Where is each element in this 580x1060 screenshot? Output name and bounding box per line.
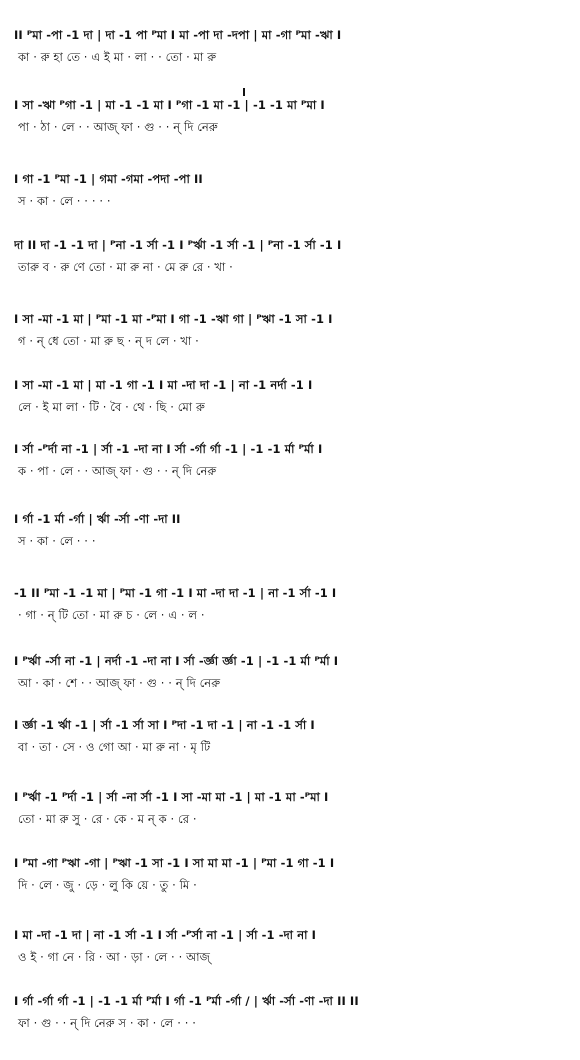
notation-row-11 [14, 714, 566, 758]
notation-lyrics: দি · লে · জু · ড়ে · লু কি য়ে · তু · মি · [18, 878, 197, 892]
notation-notes: I মা -দা -1 দা | না -1 র্সা -1 I র্সা -ᴾর্সা না -1 | র্সা -1 -দা না I [14, 928, 316, 942]
notation-row-8 [14, 508, 566, 552]
notation-lyrics: আ · কা · শে · · আজ্ ফা · গু · · ন্ দি নেরু [18, 676, 221, 690]
notation-row-12 [14, 786, 566, 830]
notation-lyrics: বা · তা · সে · ও গো আ · মা রু না · মৃ টি [18, 740, 211, 754]
notation-notes: II ᴾমা -পা -1 দা | দা -1 পা ᴾমা I মা -পা দা -দপা | মা -গা ᴾমা -ঋা I [14, 28, 342, 42]
notation-row-2 [14, 94, 566, 138]
notation-lyrics: লে · ই মা লা · টি · বৈ · থে · ছি · মো রু [18, 400, 205, 414]
notation-notes: I র্সা -ᴾর্দা না -1 | র্সা -1 -দা না I র্সা -র্গা র্গা -1 | -1 -1 র্মা ᴾর্মা I [14, 442, 323, 456]
notation-notes: I র্জ্ঞা -1 র্ঋা -1 | র্সা -1 র্সা সা I ᴾদা -1 দা -1 | না -1 -1 র্সা I [14, 718, 315, 732]
notation-lyrics: পা · ঠা · লে · · আজ্ ফা · গু · · ন্ দি নেরু [18, 120, 218, 134]
notation-lyrics: স · কা · লে · · · [18, 534, 96, 548]
notation-notes: I সা -মা -1 মা | মা -1 গা -1 I মা -দা দা -1 | না -1 নর্দা -1 I [14, 378, 313, 392]
notation-lyrics: গ · ন্ ধে তো · মা রু ছ · ন্ দ লে · খা · [18, 334, 199, 348]
notation-lyrics: ও ই · গা নে · রি · আ · ড়া · লে · · আজ্ [18, 950, 210, 964]
notation-row-14 [14, 924, 566, 968]
notation-lyrics: কা · রু হা তে · এ ই মা · লা · · তো · মা রু [18, 50, 217, 64]
notation-row-3 [14, 168, 566, 212]
notation-notes: দা II দা -1 -1 দা | ᴾনা -1 র্সা -1 I ᴾর্ঋা -1 র্সা -1 | ᴾনা -1 র্সা -1 I [14, 238, 342, 252]
notation-lyrics: ফা · গু · · ন্ দি নেরু স · কা · লে · · · [18, 1016, 196, 1030]
notation-notes: I সা -মা -1 মা | ᴾমা -1 মা -ᴾমা I গা -1 -ঋা গা | ᴾঋা -1 সা -1 I [14, 312, 333, 326]
notation-notes: I সা -ঋা ᴾগা -1 | মা -1 -1 মা I ᴾগা -1 মা -1 | -1 -1 মা ᴾমা I [14, 98, 325, 112]
notation-lyrics: তারু ব · রু ণে তো · মা রু না · মে রু রে · খা · [18, 260, 233, 274]
notation-row-6 [14, 374, 566, 418]
notation-notes: I র্গা -র্গা র্গা -1 | -1 -1 র্মা ᴾর্মা I র্গা -1 ᴾর্মা -র্গা / | র্ঋা -র্সা -ণা -দা II II [14, 994, 359, 1008]
notation-notes: I ᴾমা -গা ᴾঋা -গা | ᴾঋা -1 সা -1 I সা মা মা -1 | ᴾমা -1 গা -1 I [14, 856, 335, 870]
notation-notes: I ᴾর্ঋা -র্সা না -1 | নর্দা -1 -দা না I র্সা -র্জ্ঞা র্জ্ঞা -1 | -1 -1 র্মা ᴾর্মা I [14, 654, 339, 668]
notation-row-13 [14, 852, 566, 896]
notation-lyrics: · গা · ন্ টি তো · মা রু চ · লে · এ · ল · [18, 608, 205, 622]
notation-row-1 [14, 24, 566, 68]
notation-lyrics: তো · মা রু সু · রে · কে · ম ন্ ক · রে · [18, 812, 197, 826]
notation-row-10 [14, 650, 566, 694]
notation-lyrics: ক · পা · লে · · আজ্ ফা · গু · · ন্ দি নেরু [18, 464, 217, 478]
notation-row-15 [14, 990, 566, 1034]
notation-notes: I গা -1 ᴾমা -1 | গমা -গমা -পদা -পা II [14, 172, 203, 186]
notation-notes: I ᴾর্ঋা -1 ᴾর্দা -1 | র্সা -না র্সা -1 I সা -মা মা -1 | মা -1 মা -ᴾমা I [14, 790, 329, 804]
notation-notes: -1 II ᴾমা -1 -1 মা | ᴾমা -1 গা -1 I মা -দা দা -1 | না -1 র্সা -1 I [14, 586, 337, 600]
notation-lyrics: স · কা · লে · · · · · [18, 194, 111, 208]
notation-notes: I র্গা -1 র্মা -র্গা | র্ঋা -র্সা -ণা -দা II [14, 512, 181, 526]
notation-row-4 [14, 234, 566, 278]
notation-row-9 [14, 582, 566, 626]
notation-row-5 [14, 308, 566, 352]
notation-row-7 [14, 438, 566, 482]
